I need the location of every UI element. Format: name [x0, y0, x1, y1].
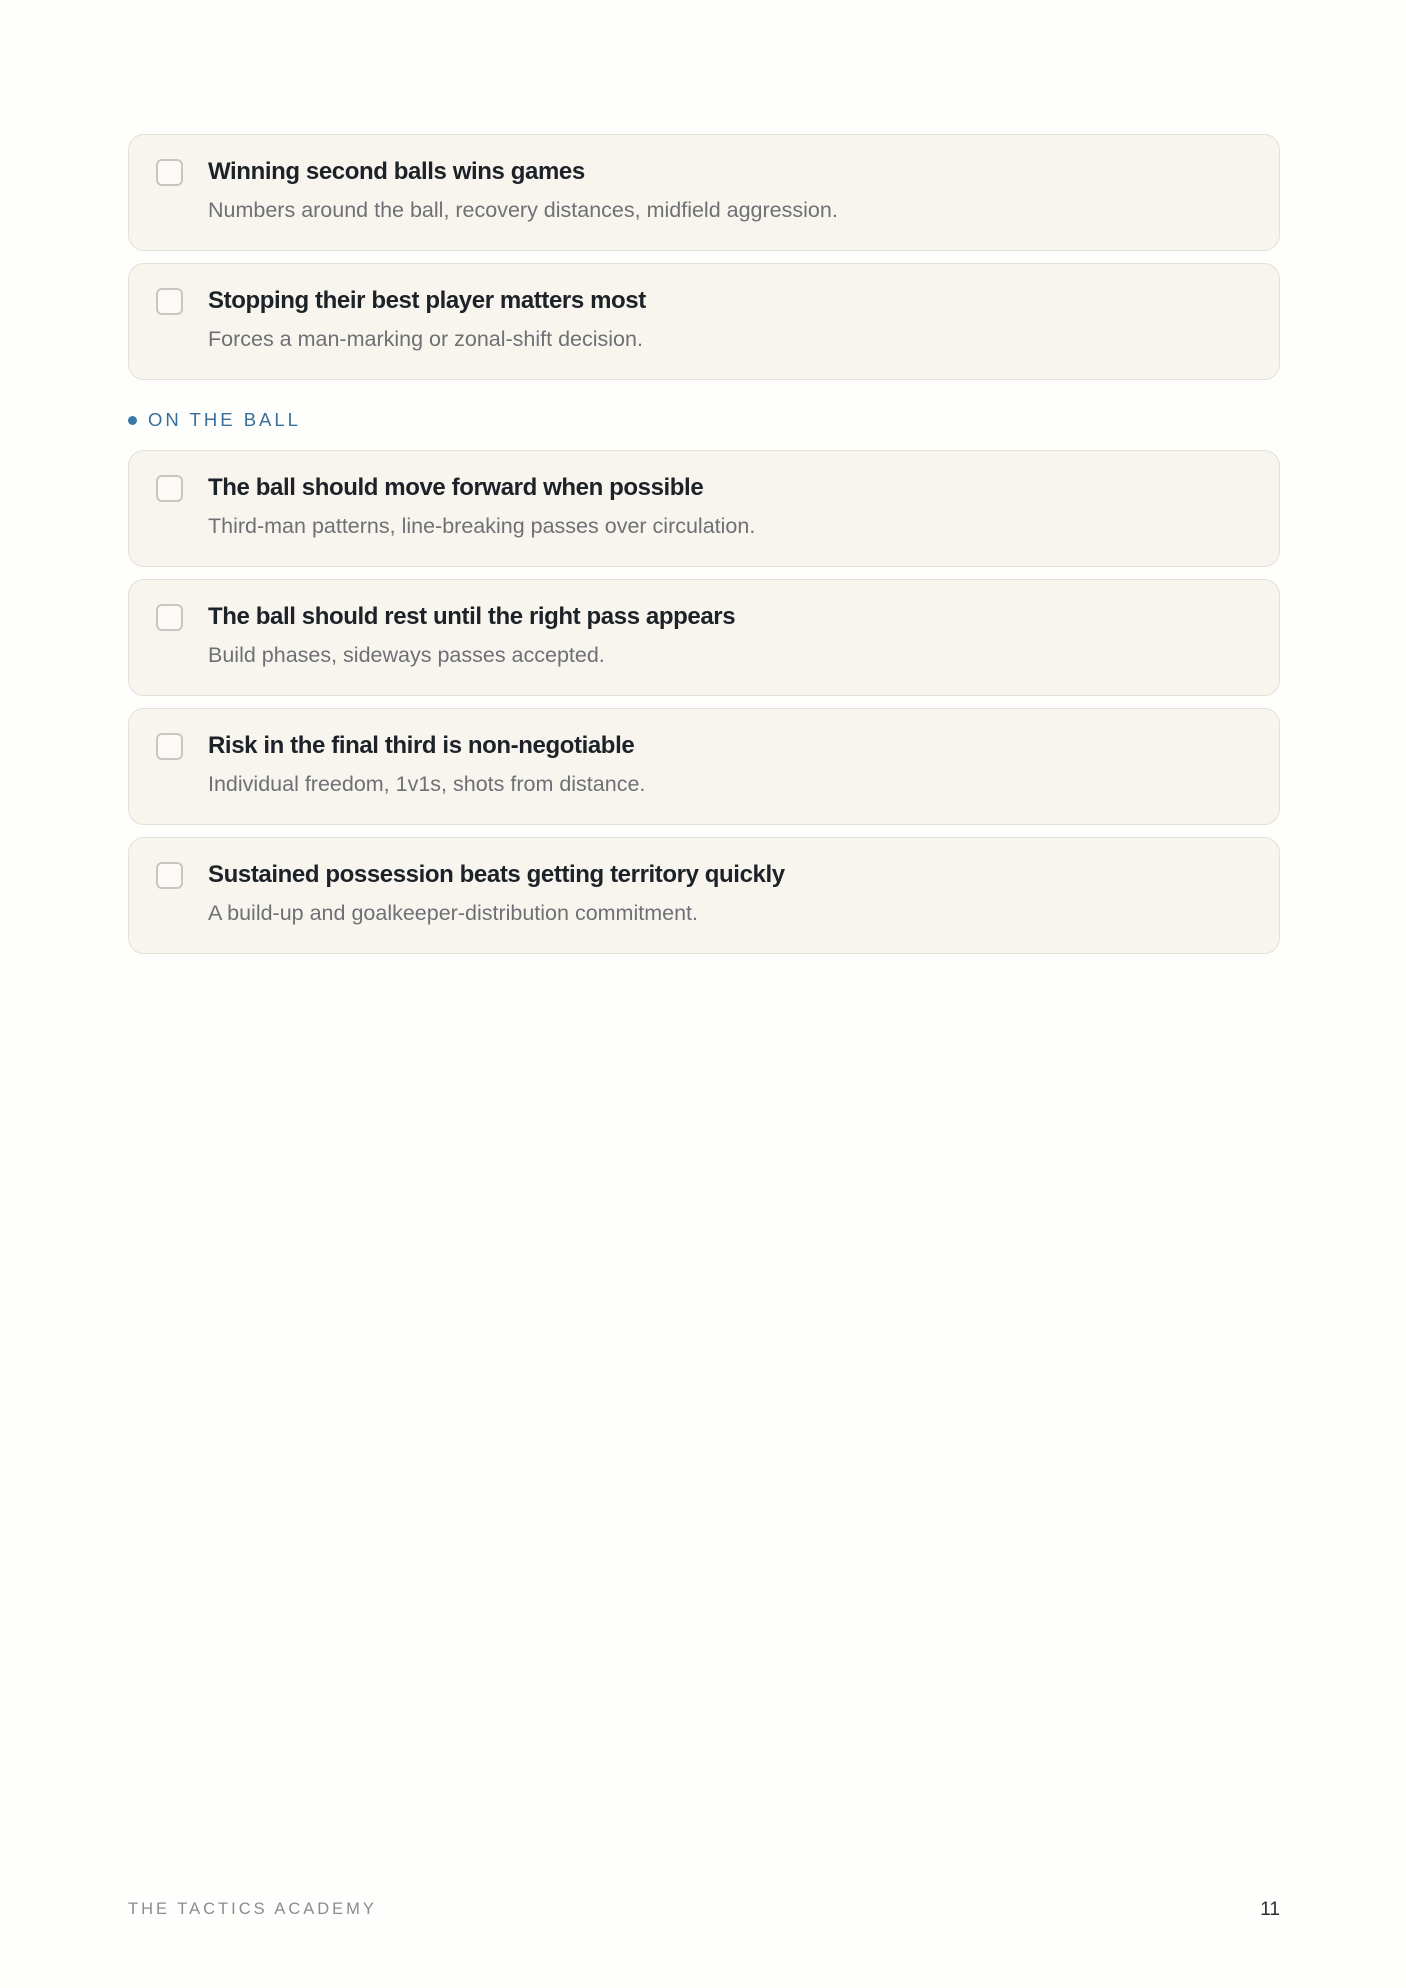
checklist-card[interactable] — [128, 263, 1280, 380]
section-heading — [128, 408, 1280, 432]
page-number: 11 — [1260, 1899, 1280, 1920]
card-title: Winning second balls wins games — [208, 158, 585, 185]
card-description: Forces a man-marking or zonal-shift decision. — [208, 327, 643, 351]
bullet-dot-icon — [128, 416, 137, 425]
card-description: Individual freedom, 1v1s, shots from distance. — [208, 772, 646, 796]
checkbox[interactable] — [156, 475, 183, 502]
checklist-card[interactable] — [128, 579, 1280, 696]
card-description: Numbers around the ball, recovery distances, midfield aggression. — [208, 198, 838, 222]
footer-brand: THE TACTICS ACADEMY — [128, 1900, 377, 1918]
checkbox[interactable] — [156, 733, 183, 760]
section-heading-label: ON THE BALL — [148, 409, 301, 430]
checkbox[interactable] — [156, 862, 183, 889]
checkbox[interactable] — [156, 159, 183, 186]
checklist-card[interactable] — [128, 837, 1280, 954]
card-title: Sustained possession beats getting territory quickly — [208, 861, 785, 888]
card-description: Third-man patterns, line-breaking passes over circulation. — [208, 514, 756, 538]
checkbox[interactable] — [156, 288, 183, 315]
card-description: Build phases, sideways passes accepted. — [208, 643, 605, 667]
card-title: Risk in the final third is non-negotiable — [208, 732, 635, 759]
checklist-group — [128, 450, 1280, 954]
card-title: The ball should move forward when possible — [208, 474, 704, 501]
card-title: The ball should rest until the right pass appears — [208, 603, 736, 630]
card-title: Stopping their best player matters most — [208, 287, 646, 314]
checklist-card[interactable] — [128, 708, 1280, 825]
checklist-card[interactable] — [128, 134, 1280, 251]
checkbox[interactable] — [156, 604, 183, 631]
checklist-card[interactable] — [128, 450, 1280, 567]
card-description: A build-up and goalkeeper-distribution commitment. — [208, 901, 698, 925]
checklist-group — [128, 134, 1280, 380]
checklist-page — [128, 134, 1280, 966]
